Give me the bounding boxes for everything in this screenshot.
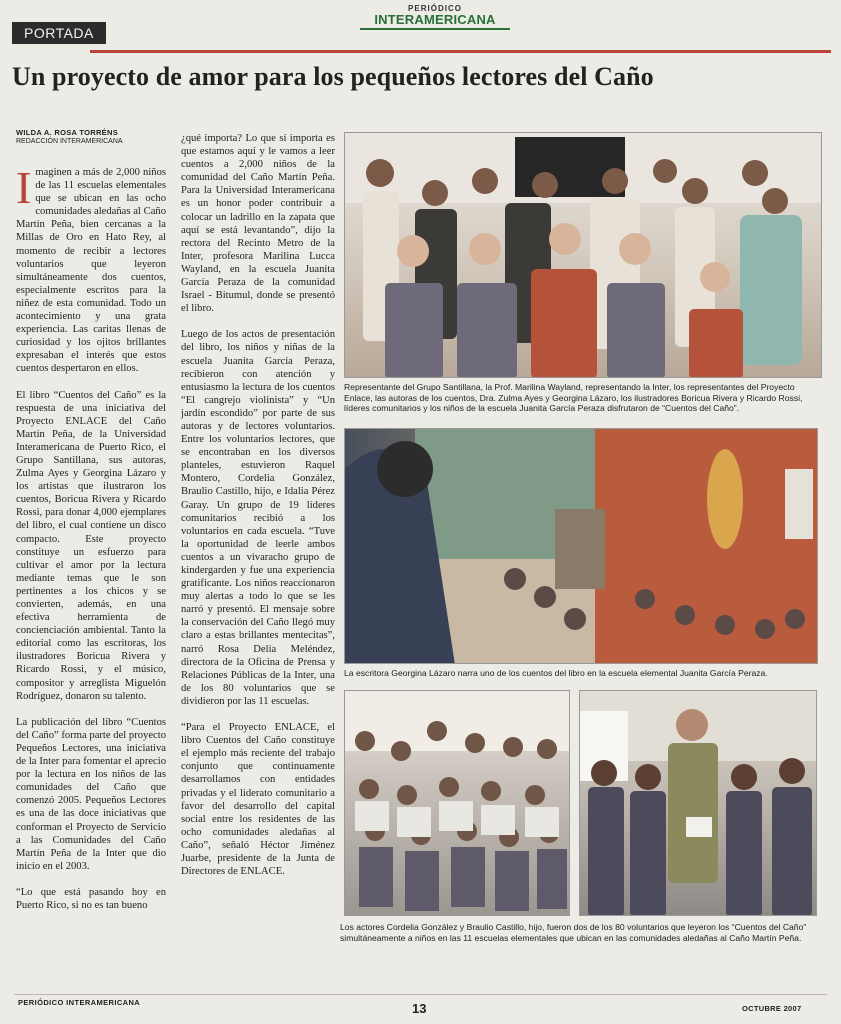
- paragraph-5: ¿qué importa? Lo que sí importa es que estamos aquí y le vamos a leer cuentos a 2,000 niños de la comunidad del Caño Martín Peña. Para la Universidad Interamericana es un honor poder contribuir a colocar un ladrillo en la zapata que aquí se está levantando”, dijo la rectora del Recinto Metro de la Inter, profesora Marilina Lucca Wayland, en la escuela Juanita García Peraza de la comunidad Israel - Bitumul, donde se presentó el libro.: [181, 133, 335, 315]
- footer-publication: PERIÓDICO INTERAMERICANA: [18, 998, 141, 1007]
- caption-photo-1: Representante del Grupo Santillana, la Prof. Marilina Wayland, representando la Inter, los representantes del Proyecto Enlace, las autoras de los cuentos, Dra. Zulma Ayes y Georgina Lázaro, los ilustradores Boricua Rivera y Ricardo Rossi, líderes comunitarios y los niños de la escuela Juanita García Peraza disfrutaron de “Cuentos del Caño”.: [344, 382, 803, 414]
- headline: Un proyecto de amor para los pequeños lectores del Caño: [12, 62, 654, 91]
- masthead-rule: [360, 28, 510, 30]
- dropcap: I: [16, 162, 32, 213]
- byline-role: REDACCIÓN INTERAMERICANA: [16, 138, 123, 145]
- photo-group-santillana: [344, 132, 822, 378]
- footer-rule: [14, 994, 827, 995]
- paragraph-1: [16, 162, 166, 376]
- article-column-2: [181, 132, 335, 891]
- article-column-1: [16, 128, 166, 925]
- caption-photo-2: La escritora Georgina Lázaro narra uno de los cuentos del libro en la escuela elemental Juanita García Peraza.: [344, 668, 768, 678]
- masthead-brand: INTERAMERICANA: [374, 12, 496, 27]
- byline-name: WILDA A. ROSA TORRÉNS: [16, 128, 118, 137]
- section-rule: [90, 50, 831, 53]
- photo-cordelia-class: [344, 690, 570, 916]
- masthead-top: PERIÓDICO: [408, 4, 462, 13]
- byline: [16, 128, 166, 146]
- caption-photo-3-4: Los actores Cordelia González y Braulio Castillo, hijo, fueron dos de los 80 voluntarios que leyeron los “Cuentos del Caño” simultáneamente a niños en las 11 escuelas elementales que ubican en las comunidades aledañas al Caño Martín Peña.: [340, 922, 807, 943]
- section-tag: PORTADA: [12, 22, 106, 44]
- photo-reading-illustration: [345, 429, 818, 664]
- photo-students-illustration: [580, 691, 817, 916]
- photo-braulio-students: [579, 690, 817, 916]
- paragraph-7: “Para el Proyecto ENLACE, el libro Cuentos del Caño constituye el ejemplo más reciente del trabajo conjunto que continuamente desarrollamos con entidades privadas y el liderato comunitario a favor del desarrollo del capital social entre los residentes de las ocho comunidades aledañas al Caño”, señaló Héctor Jiménez Juarbe, presidente de la Junta de Directores de ENLACE.: [181, 722, 335, 878]
- paragraph-3: La publicación del libro “Cuentos del Caño” forma parte del proyecto Pequeños Lectores, una iniciativa de la Inter para fomentar el aprecio por la lectura en los niños de las comunidades del Caño que comenzó 2005. Pequeños Lectores es una de las doce iniciativas que conforman el Proyecto de Servicio a las Comunidades del Caño Martín Peña de la Inter que dio inicio en el 2003.: [16, 716, 166, 872]
- photo-class-illustration: [345, 691, 570, 916]
- footer-date: OCTUBRE 2007: [742, 1004, 802, 1013]
- photo-reading-session: [344, 428, 818, 664]
- paragraph-6: Luego de los actos de presentación del libro, los niños y niñas de la escuela Juanita García Peraza, recibieron con atención y entusiasmo la lectura de los cuentos “El cangrejo violinista” y “Un jardín escondido” por parte de sus autoras y de lectores voluntarios. Entre los voluntarios lectores, que se encontraban en los diversos planteles, estuvieron Raquel Montero, Cordelia González, Braulio Castillo, hijo, e Idalia Pérez Garay. Un grupo de 19 líderes comunitarios recibió a los voluntarios en cada escuela. “Tuve la oportunidad de leerle ambos cuentos a un vivaracho grupo de kindergarden y fue una experiencia gratificante. Los niños reaccionaron muy alertas a todo lo que se les narró y presentó. El mensaje sobre la conservación del Caño llegó muy claro a estas brillantes mentecitas”, narró Rosa Delia Meléndez, directora de la Oficina de Prensa y Relaciones Públicas de la Inter, una de los 80 voluntarios que se dividieron por las 11 escuelas.: [181, 329, 335, 707]
- paragraph-2: El libro “Cuentos del Caño” es la respuesta de una iniciativa del Proyecto ENLACE del Caño Martín Peña, de la Universidad Interamericana de Puerto Rico, el Grupo Santillana, sus autoras, Zulma Ayes y Georgina Lázaro y los artistas que ilustraron los cuentos, Boricua Rivera y Ricardo Rossi, para donar 4,000 ejemplares del libro, el cual contiene un disco compacto. Este proyecto constituye un esfuerzo para cultivar el amor por la lectura mediante temas que le son pertinentes a los chicos y se convierten, además, en una efectiva herramienta de concienciación ambiental. Tanto la editorial como las escritoras, los ilustradores Boricua Rivera y Ricardo Rossi, y el músico, compositor y arreglista Miguelón Rodríguez, donaron su talento.: [16, 389, 166, 702]
- footer-page-number: 13: [412, 1001, 427, 1016]
- paragraph-1-text: maginen a más de 2,000 niños de las 11 escuelas elementales que se ubican en las ocho comunidades aledañas al Caño Martín Peña, bien cercanas a la Millas de Oro en Hato Rey, al momento de recibir a lectores voluntarios que leyeron simultáneamente dos cuentos, especialmente escritos para la niñez de esta comunidad. Todo un acontecimiento y una grata experiencia. Las caritas llenas de curiosidad y los ojitos brillantes expresaban el interés que estos cuentos despertaron en ellos.: [16, 167, 166, 375]
- masthead: [360, 4, 510, 30]
- paragraph-4: “Lo que está pasando hoy en Puerto Rico, si no es tan bueno: [16, 886, 166, 911]
- photo-group-illustration: [345, 133, 822, 378]
